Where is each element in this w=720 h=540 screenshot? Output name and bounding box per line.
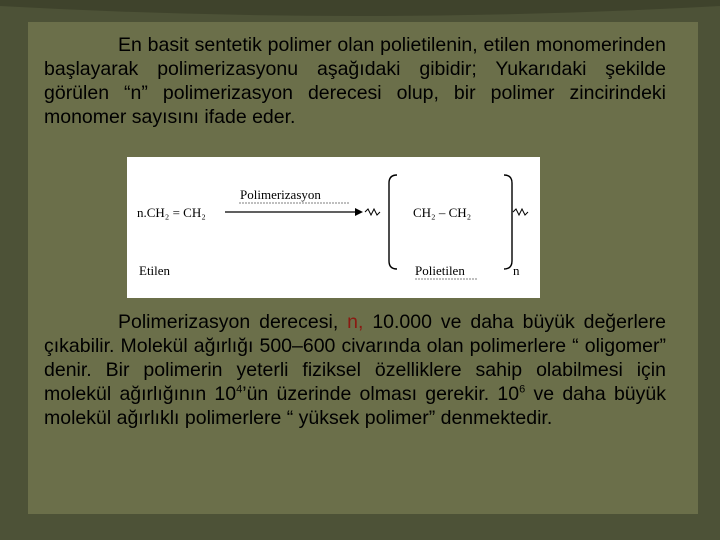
product-formula: CH₂ – CH₂ xyxy=(413,205,472,220)
reactant-name: Etilen xyxy=(139,263,171,278)
product-name: Polietilen xyxy=(415,263,465,278)
repeat-count-n: n xyxy=(513,263,520,278)
reaction-diagram xyxy=(127,157,540,298)
exponent-4: 4 xyxy=(236,383,243,396)
details-text-1: Polimerizasyon derecesi, xyxy=(118,311,348,333)
arrow-label: Polimerizasyon xyxy=(240,187,321,202)
intro-paragraph xyxy=(44,33,666,129)
reactant-formula: n.CH₂ = CH₂ xyxy=(137,205,206,220)
details-paragraph xyxy=(44,310,666,430)
n-highlight: n, xyxy=(347,311,364,333)
details-text-4: ve daha büyük molekül ağırlıklı polimerlere “ yüksek polimer” denmektedir. xyxy=(44,383,666,429)
details-text-3: ’ün üzerinde olması gerekir. 10 xyxy=(242,383,520,405)
details-text-2: 10.000 ve daha büyük değerlere çıkabilir. Molekül ağırlığı 500–600 civarında olan polimerlere “ oligomer” denir. Bir polimerin yeterli fiziksel özelliklere sahip olabilmesi için molekül ağırlığının 10 xyxy=(44,311,666,405)
intro-text: En basit sentetik polimer olan polietilenin, etilen monomerinden başlayarak polimerizasyonu aşağıdaki gibidir; Yukarıdaki şekilde görülen “n” polimerizasyon derecesi olup, bir polimer zincirindeki monomer sayısını ifade eder. xyxy=(44,34,666,128)
polymerization-figure xyxy=(127,157,540,298)
exponent-6: 6 xyxy=(519,383,526,396)
